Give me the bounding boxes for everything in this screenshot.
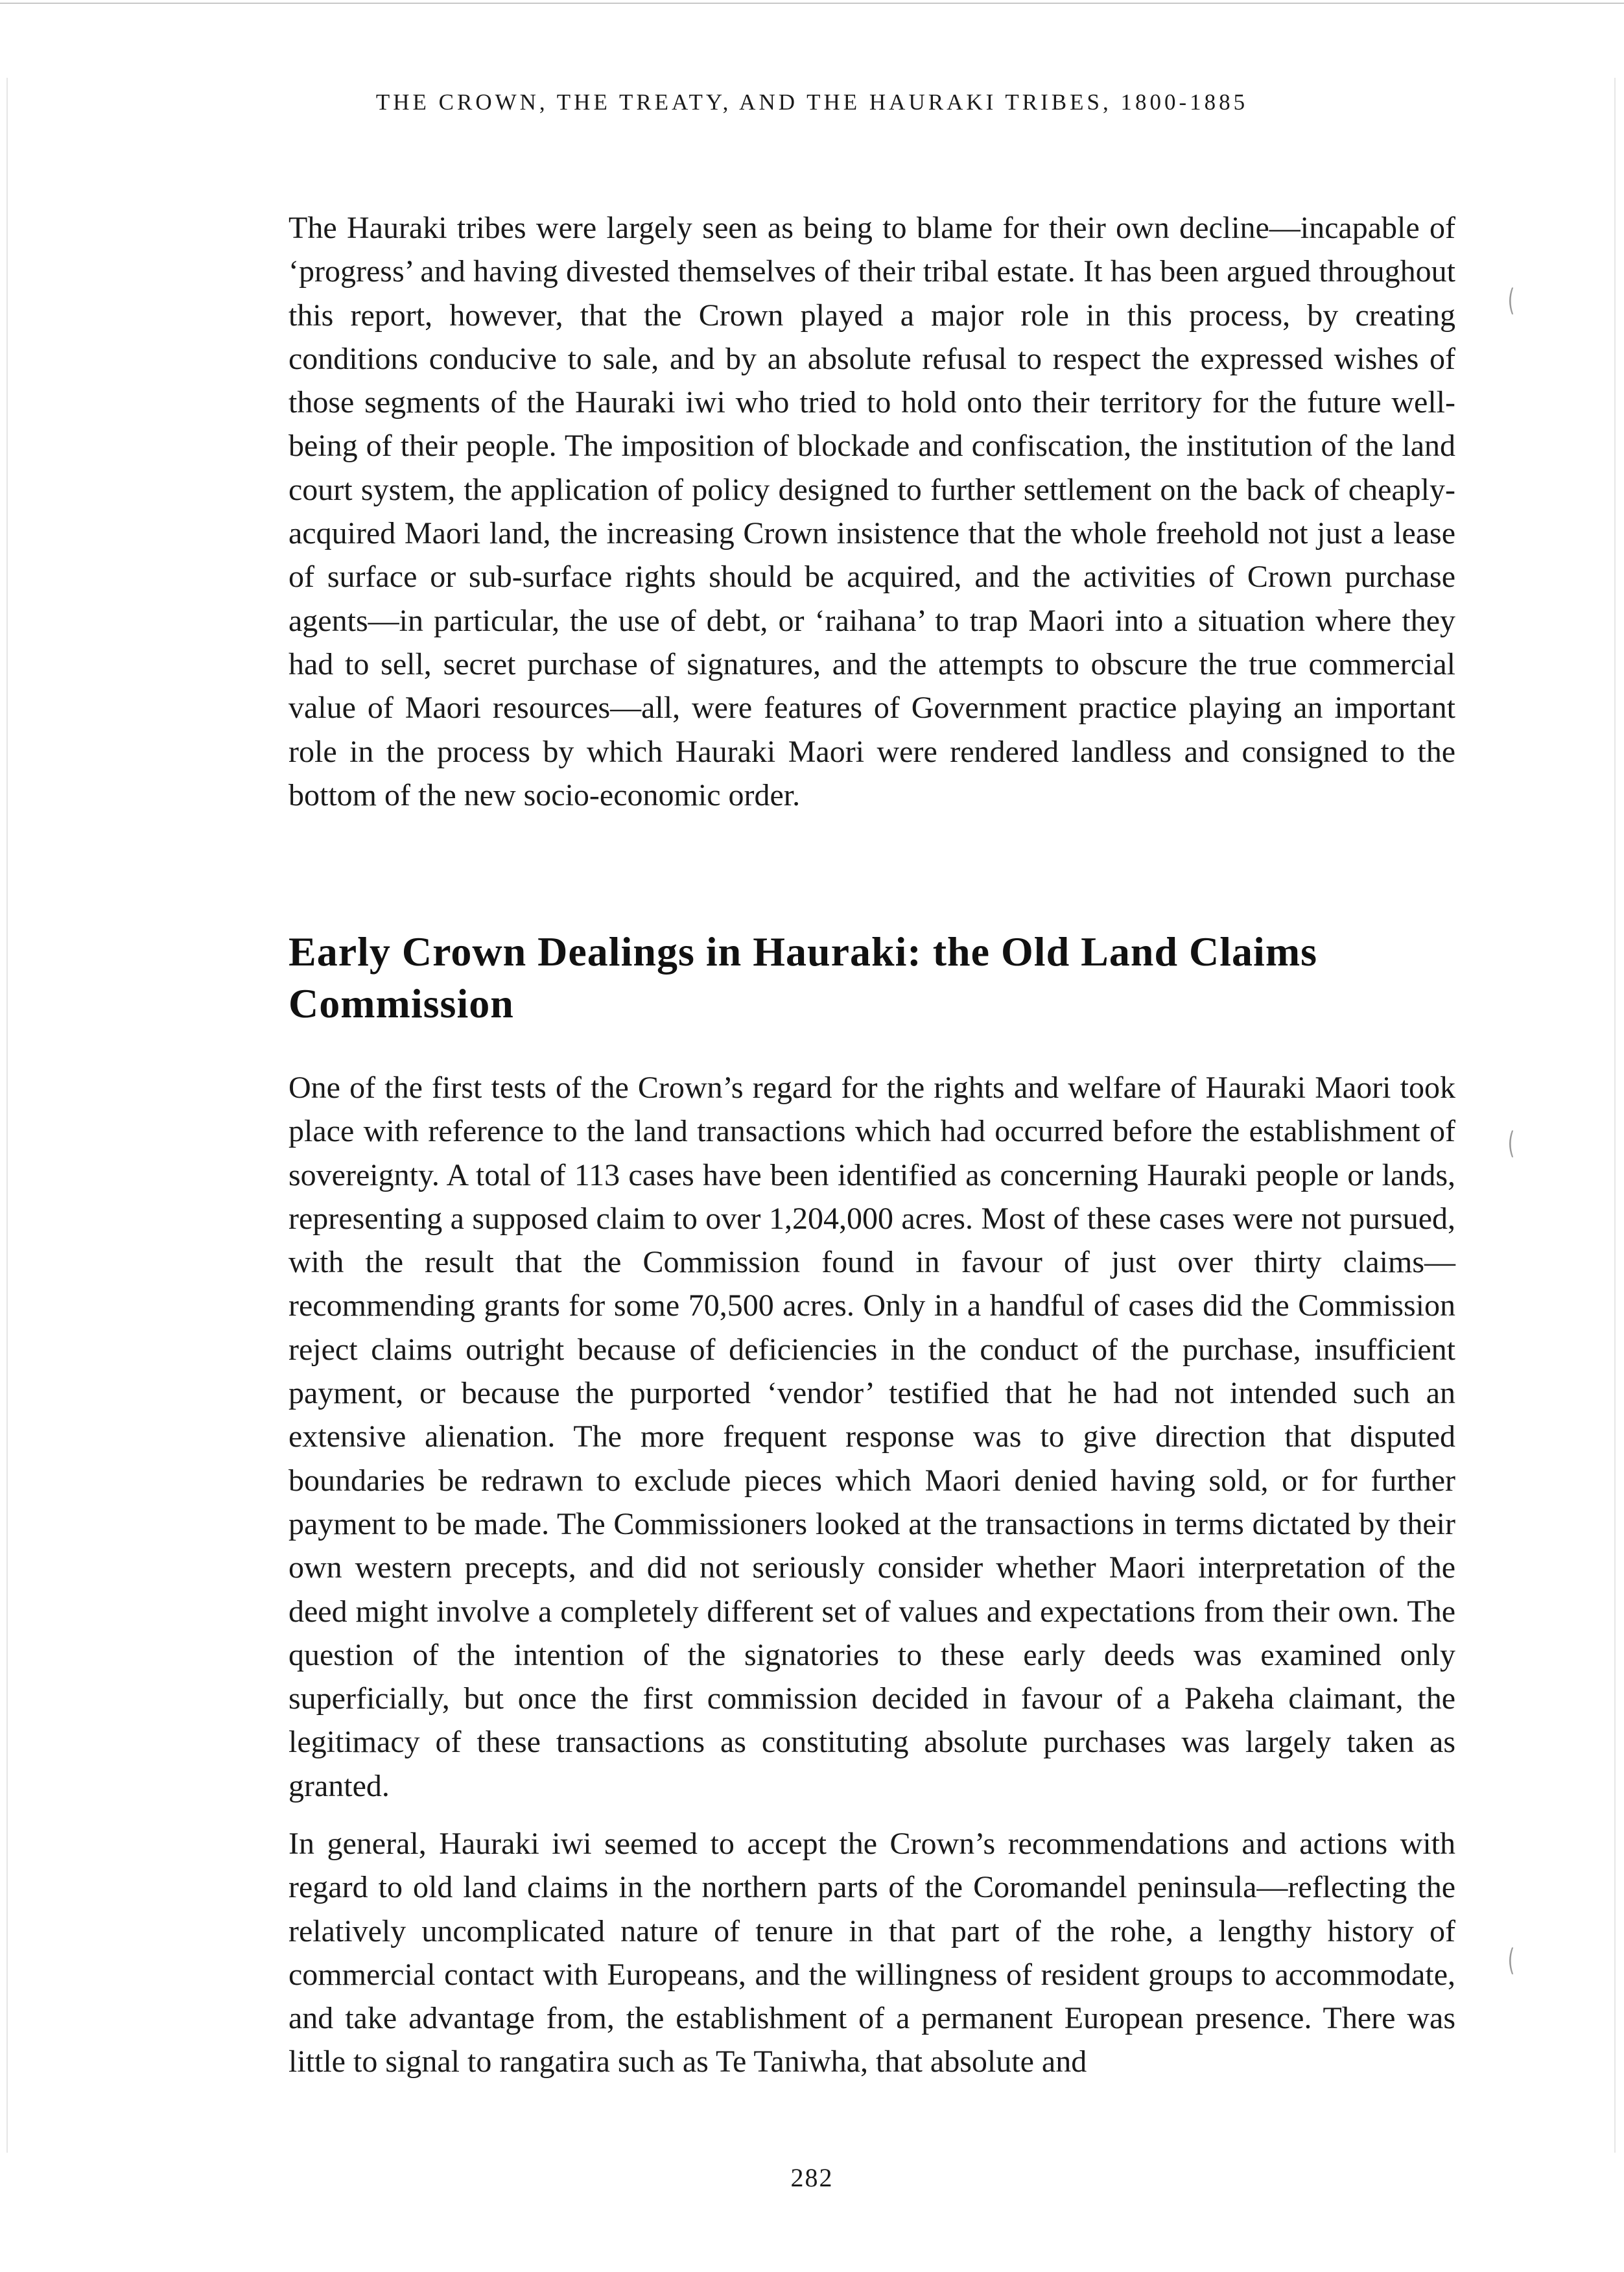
right-scan-edge	[1614, 78, 1616, 2153]
left-scan-edge	[6, 78, 8, 2153]
running-head: THE CROWN, THE TREATY, AND THE HAURAKI TRIBES, 1800-1885	[375, 89, 1249, 115]
paragraph-general: In general, Hauraki iwi seemed to accept the Crown’s recommendations and actions with regard to old land claims in the northern parts of the Coromandel peninsula—reflecting the relatively uncomplicated nature of tenure in that part of the rohe, a lengthy history of commercial contact with Europeans, and the willingness of resident groups to accommodate, and take advantage from, the establishment of a permanent European presence. There was little to signal to rangatira such as Te Taniwha, that absolute and	[288, 1827, 1455, 2079]
paragraph-commission: One of the first tests of the Crown’s regard for the rights and welfare of Hauraki Maori took place with reference to the land transactions which had occurred before the establishment of sovereignty. A total of 113 cases have been identified as concerning Hauraki people or lands, representing a supposed claim to over 1,204,000 acres. Most of these cases were not pursued, with the result that the Commission found in favour of just over thirty claims—recommending grants for some 70,500 acres. Only in a handful of cases did the Commission reject claims outright because of deficiencies in the conduct of the purchase, insufficient payment, or because the purported ‘vendor’ testified that he had not intended such an extensive alienation. The more frequent response was to give direction that disputed boundaries be redrawn to exclude pieces which Maori denied having sold, or for further payment to be made. The Commissioners looked at the transactions in terms dictated by their own western precepts, and did not seriously consider whether Maori interpretation of the deed might involve a completely different set of values and expectations from their own. The question of the intention of the signatories to these early deeds was examined only superficially, but once the first commission decided in favour of a Pakeha claimant, the legitimacy of these transactions as constituting absolute purchases was largely taken as granted.	[288, 1071, 1455, 1803]
top-rule	[0, 3, 1624, 4]
margin-mark: (	[1507, 283, 1515, 318]
margin-mark: (	[1507, 1943, 1515, 1978]
paragraph-intro: The Hauraki tribes were largely seen as being to blame for their own decline—incapable of ‘progress’ and having divested themselves of their tribal estate. It has been argued throughout this report, however, that the Crown played a major role in this process, by creating conditions conducive to sale, and by an absolute refusal to respect the expressed wishes of those segments of the Hauraki iwi who tried to hold onto their territory for the future well-being of their people. The imposition of blockade and confiscation, the institution of the land court system, the application of policy designed to further settlement on the back of cheaply-acquired Maori land, the increasing Crown insistence that the whole freehold not just a lease of surface or sub-surface rights should be acquired, and the activities of Crown purchase agents—in particular, the use of debt, or ‘raihana’ to trap Maori into a situation where they had to sell, secret purchase of signatures, and the attempts to obscure the true commercial value of Maori resources—all, were features of Government practice playing an important role in the process by which Hauraki Maori were rendered landless and consigned to the bottom of the new socio-economic order.	[288, 211, 1455, 812]
margin-mark: (	[1507, 1126, 1515, 1161]
page-number: 282	[790, 2163, 834, 2192]
section-heading: Early Crown Dealings in Hauraki: the Old Land Claims Commission	[288, 929, 1318, 1026]
